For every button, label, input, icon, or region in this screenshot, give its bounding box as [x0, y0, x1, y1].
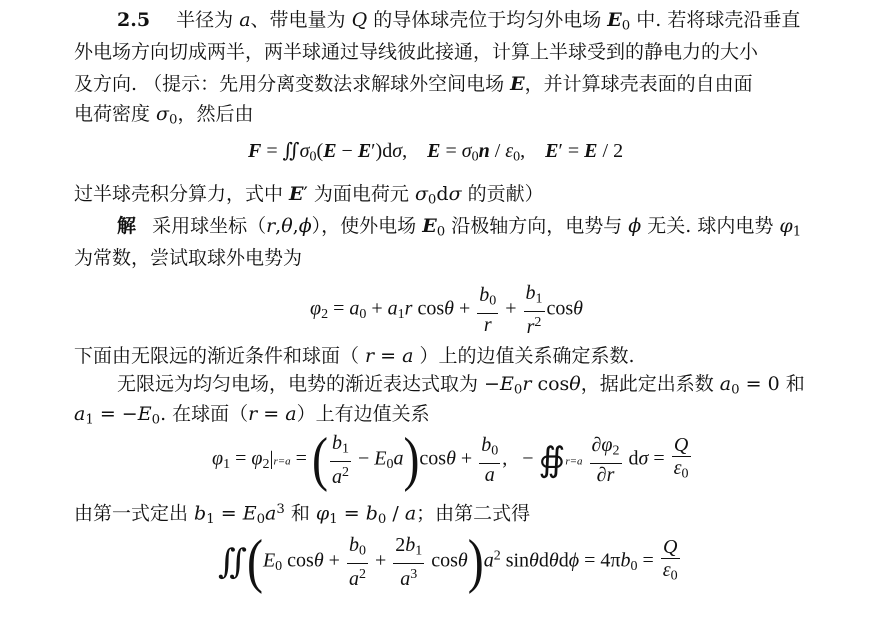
problem-line-3: 及方向. （提示：先用分离变数法求解球外空间电场 E，并计算球壳表面的自由面 — [74, 73, 753, 95]
solution-line-6: 由第一式定出 $b_1 = E_0a^3$ 和 $\varphi_1 = b_0 / a$；由第二式得 — [74, 502, 531, 527]
formula-main: $F = ∬\sigma_0(E - E')d\sigma$, $E = \sigma_0n / \varepsilon_0$, E′ = E / 2 — [248, 140, 624, 165]
equation-1: $\varphi_2 = a_0 + a_1r$ cosθ + $\frac{b_0}{r}$ + $\frac{b_1}{r^2}$ cosθ — [310, 282, 583, 338]
solution-line-3: 下面由无限远的渐近条件和球面（ r = a ）上的边值关系确定系数. — [74, 345, 635, 367]
solution-line-4: 无限远为均匀电场，电势的渐近表达式取为 $-E_0r$ cosθ，据此定出系数 $a_0 = 0$ 和 — [117, 373, 805, 398]
solution-line-5: $a_1 = -E_0$. 在球面（r = a）上有边值关系 — [74, 403, 430, 428]
problem-number: 2.5 — [117, 9, 151, 31]
equation-2: $\varphi_1 = \varphi_2|r=a$ = ( $\frac{b_1}{a^2}$ − $E_0a)\cos\theta$ + $\frac{b_0}{a}$ , − ∯r=a $\frac{\partial\varphi_2}{\partial r}$ dσ = $\frac{Q}{\varepsilon_0}$ — [212, 426, 689, 493]
equation-3: $∬(E_0$ cosθ + $\frac{b_0}{a^2}$ + $\frac{2b_1}{a^3}$ $\cos\theta)a^2$ $\sin\theta d\theta d\phi = 4\pi b_0$ = $\frac{Q}{\varepsilon_0}$ — [218, 528, 678, 595]
problem-line-2: 外电场方向切成两半，两半球通过导线彼此接通，计算上半球受到的静电力的大小 — [74, 41, 759, 63]
problem-line-4: 电荷密度 $\sigma_0$，然后由 — [74, 103, 254, 128]
solution-line-2: 为常数，尝试取球外电势为 — [74, 247, 303, 269]
problem-line-5: 过半球壳积分算力，式中 E′ 为面电荷元 $\sigma_0d\sigma$ 的贡献） — [74, 183, 544, 208]
problem-line-1 — [117, 6, 800, 34]
solution-label: 解 — [117, 215, 137, 237]
problem-text-1: 半径为 a、带电量为 Q 的导体球壳位于均匀外电场 $E_0$ 中. 若将球壳沿垂直 — [176, 9, 801, 34]
solution-line-1: 解 采用球坐标（r,θ,ϕ），使外电场 $E_0$ 沿极轴方向，电势与 ϕ 无关. 球内电势 $\varphi_1$ — [117, 215, 802, 240]
